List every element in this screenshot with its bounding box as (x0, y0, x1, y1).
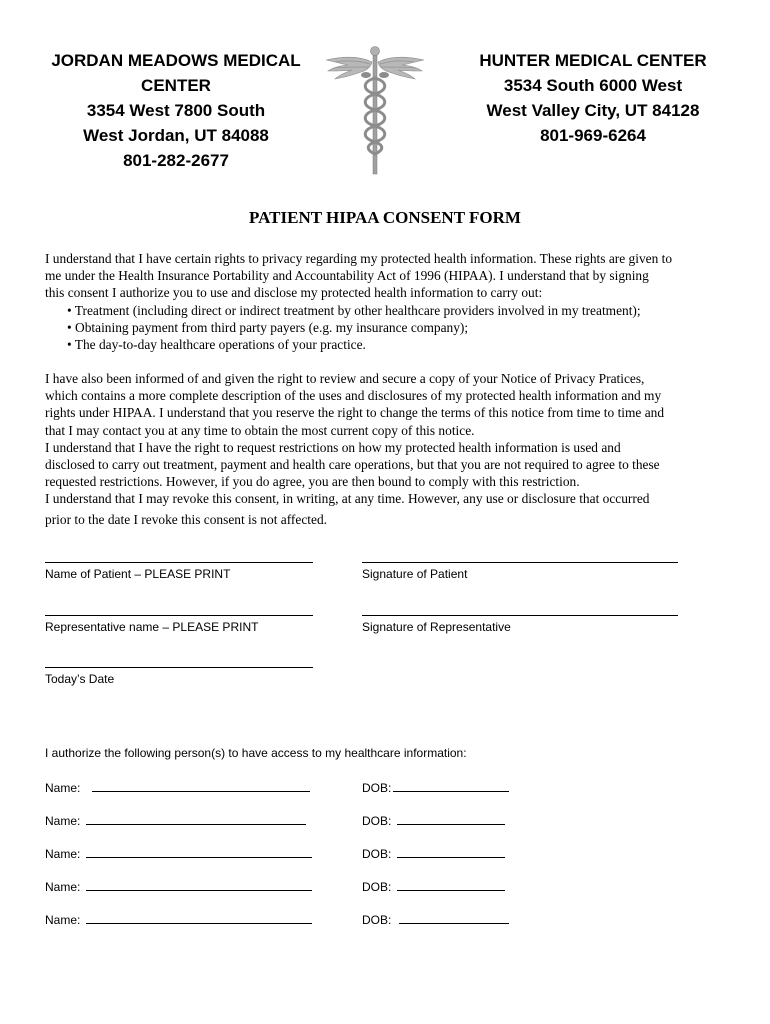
authorized-person-dob-2[interactable] (362, 814, 505, 828)
representative-name-label: Representative name – PLEASE PRINT (45, 620, 259, 634)
consent-text-line: this consent I authorize you to use and disclose my protected health information to carry out: (45, 285, 543, 301)
patient-name-field[interactable] (45, 562, 313, 581)
consent-paragraph-2 (45, 370, 735, 528)
name-label: Name: (45, 814, 81, 828)
consent-bullet-treatment: • Treatment (including direct or indirect treatment by other healthcare providers involved in my treatment); (67, 302, 641, 318)
right-clinic-city: West Valley City, UT 84128 (486, 101, 700, 120)
dob-input-line[interactable] (397, 857, 505, 858)
caduceus-icon (322, 44, 428, 176)
name-label: Name: (45, 913, 81, 927)
left-clinic-name-line1: JORDAN MEADOWS MEDICAL (51, 51, 301, 70)
right-clinic-phone: 801-969-6264 (540, 126, 646, 145)
representative-signature-label: Signature of Representative (362, 620, 511, 634)
authorized-person-name-3[interactable] (45, 847, 312, 861)
dob-input-line[interactable] (397, 824, 505, 825)
right-clinic-name: HUNTER MEDICAL CENTER (479, 51, 707, 70)
dob-label: DOB: (362, 913, 392, 927)
consent-paragraph-1 (45, 250, 735, 353)
representative-signature-field[interactable] (362, 615, 678, 634)
consent-text-line: that I may contact you at any time to obtain the most current copy of this notice. (45, 422, 475, 438)
authorization-intro: I authorize the following person(s) to have access to my healthcare information: (45, 746, 467, 760)
name-label: Name: (45, 781, 81, 795)
todays-date-field[interactable] (45, 667, 313, 686)
right-clinic-address: 3534 South 6000 West (503, 76, 683, 95)
dob-input-line[interactable] (399, 923, 509, 924)
right-clinic-info (453, 48, 733, 148)
consent-text-line: me under the Health Insurance Portability and Accountability Act of 1996 (HIPAA). I understand that by signing (45, 268, 649, 284)
authorized-person-dob-1[interactable] (362, 781, 509, 795)
dob-label: DOB: (362, 847, 392, 861)
consent-text-line: which contains a more complete description of the uses and disclosures of my protected health information and my (45, 388, 662, 404)
name-input-line[interactable] (86, 890, 312, 891)
authorized-person-dob-4[interactable] (362, 880, 505, 894)
consent-text-line: requested restrictions. However, if you do agree, you are then bound to comply with this restriction. (45, 474, 580, 490)
patient-signature-field[interactable] (362, 562, 678, 581)
patient-signature-line[interactable] (362, 562, 678, 563)
dob-label: DOB: (362, 814, 392, 828)
left-clinic-phone: 801-282-2677 (123, 151, 229, 170)
authorized-person-dob-5[interactable] (362, 913, 509, 927)
consent-text-line: rights under HIPAA. I understand that you reserve the right to change the terms of this notice from time to time and (45, 405, 665, 421)
consent-bullet-operations: • The day-to-day healthcare operations of your practice. (67, 337, 366, 353)
todays-date-label: Today’s Date (45, 672, 115, 686)
name-input-line[interactable] (92, 791, 310, 792)
consent-text-line: I have also been informed of and given the right to review and secure a copy of your Notice of Privacy Pratices, (45, 371, 645, 386)
authorized-person-name-4[interactable] (45, 880, 312, 894)
authorized-person-name-1[interactable] (45, 781, 310, 795)
patient-name-label: Name of Patient – PLEASE PRINT (45, 567, 231, 581)
authorized-person-name-5[interactable] (45, 913, 312, 927)
left-clinic-info (36, 48, 316, 173)
representative-name-field[interactable] (45, 615, 313, 634)
left-clinic-city: West Jordan, UT 84088 (83, 126, 269, 145)
representative-signature-line[interactable] (362, 615, 678, 616)
form-title: PATIENT HIPAA CONSENT FORM (249, 208, 521, 227)
dob-input-line[interactable] (397, 890, 505, 891)
consent-text-line: I understand that I have certain rights to privacy regarding my protected health information. These rights are given to (45, 251, 673, 266)
consent-text-line: I understand that I have the right to request restrictions on how my protected health information is used and (45, 439, 621, 455)
dob-input-line[interactable] (393, 791, 509, 792)
authorized-person-dob-3[interactable] (362, 847, 505, 861)
consent-text-line: disclosed to carry out treatment, payment and health care operations, but that you are not required to agree to these (45, 457, 660, 473)
name-input-line[interactable] (86, 857, 312, 858)
name-input-line[interactable] (86, 923, 312, 924)
name-label: Name: (45, 880, 81, 894)
left-clinic-address: 3354 West 7800 South (86, 101, 266, 120)
patient-signature-label: Signature of Patient (362, 567, 468, 581)
dob-label: DOB: (362, 781, 392, 795)
consent-text-line: I understand that I may revoke this consent, in writing, at any time. However, any use or disclosure that occurred (45, 491, 650, 507)
name-label: Name: (45, 847, 81, 861)
consent-bullet-payment: • Obtaining payment from third party payers (e.g. my insurance company); (67, 319, 469, 335)
consent-text-line: prior to the date I revoke this consent is not affected. (45, 511, 327, 527)
dob-label: DOB: (362, 880, 392, 894)
authorized-person-name-2[interactable] (45, 814, 306, 828)
patient-name-line[interactable] (45, 562, 313, 563)
left-clinic-name-line2: CENTER (141, 76, 211, 95)
todays-date-line[interactable] (45, 667, 313, 668)
representative-name-line[interactable] (45, 615, 313, 616)
name-input-line[interactable] (86, 824, 306, 825)
